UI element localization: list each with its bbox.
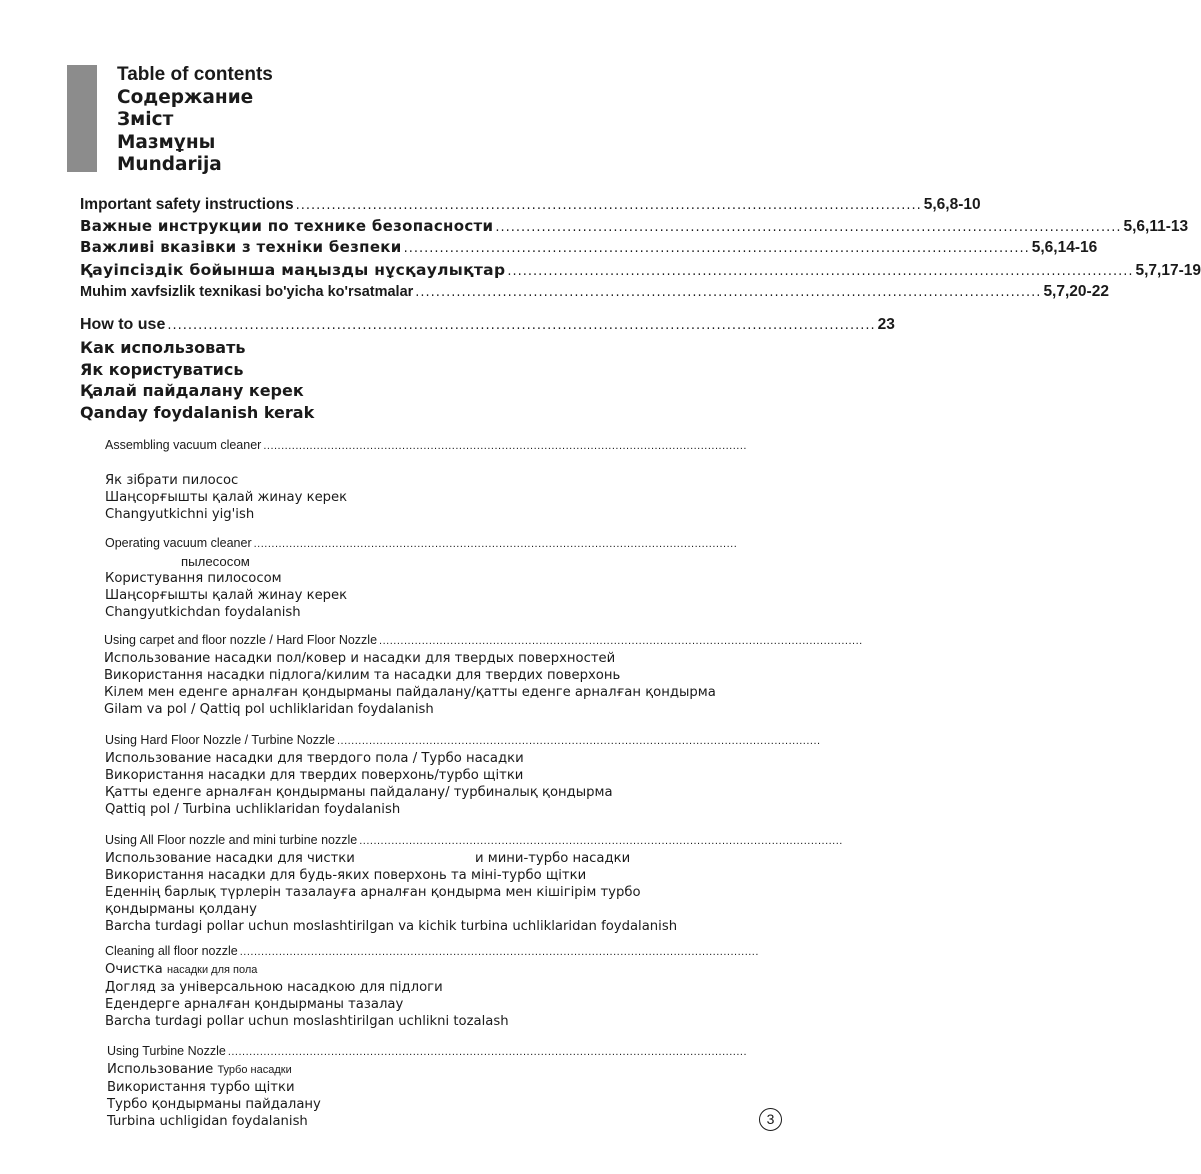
toc-entry-pages: 5,6,11-13 (1123, 218, 1189, 235)
toc-entry-label: Важливі вказівки з техніки безпеки (80, 238, 402, 256)
how-to-use-uk: Як користуватись (80, 359, 244, 379)
toc-entry-safety-en[interactable] (80, 196, 981, 214)
toc-entry-safety-uk[interactable] (80, 238, 1098, 257)
subentry-line: Використання турбо щітки (107, 1080, 295, 1095)
subentry-line: Использование насадки для твердого пола / Турбо насадки (105, 751, 524, 766)
subentry-line-part: Использование насадки для чистки (105, 851, 355, 866)
subentry-line-part: Использование (107, 1062, 214, 1077)
subentry-label: Using Turbine Nozzle (107, 1044, 226, 1058)
subentry-line-part: и мини-турбо насадки (475, 851, 631, 866)
subentry-label: Assembling vacuum cleaner (105, 438, 262, 452)
subentry-line-part: насадки для пола (166, 964, 258, 976)
subentry-line: қондырманы қолдану (105, 902, 257, 917)
dot-leader: .......................................................................................................................... (415, 285, 1042, 300)
toc-section-all-floor (105, 832, 843, 935)
dot-leader: .......................................................................................................................... (403, 241, 1030, 256)
subentry-line: Turbina uchligidan foydalanish (107, 1114, 308, 1129)
subentry-line: Barcha turdagi pollar uchun moslashtirilgan va kichik turbina uchliklaridan foydalanish (105, 919, 678, 934)
subentry-line: Barcha turdagi pollar uchun moslashtirilgan uchlikni tozalash (105, 1014, 509, 1029)
subentry-line: Шаңсорғышты қалай жинау керек (105, 588, 348, 603)
subentry-label: Cleaning all floor nozzle (105, 944, 238, 958)
toc-title-kk: Мазмұны (117, 131, 216, 153)
subentry-line: Gilam va pol / Qattiq pol uchliklaridan foydalanish (104, 702, 434, 717)
toc-subentry[interactable] (105, 437, 747, 455)
subentry-line: Використання насадки для будь-яких поверхонь та міні-турбо щітки (105, 868, 587, 883)
dot-leader: ........................................................................................................................................ (263, 440, 747, 452)
subentry-line: Турбо қондырманы пайдалану (107, 1097, 321, 1112)
toc-entry-label: Қауіпсіздік бойынша маңызды нұсқаулықтар (80, 261, 506, 279)
toc-entry-pages: 5,7,17-19 (1135, 262, 1201, 279)
subentry-line: Користування пилососом (105, 571, 282, 586)
subentry-line (105, 961, 690, 979)
page-number: 3 (759, 1108, 782, 1131)
toc-section-assembling (105, 437, 747, 523)
subentry-line: Qattiq pol / Turbina uchliklaridan foydalanish (105, 802, 401, 817)
subentry-line: пылесосом (181, 554, 250, 569)
subentry-line: Як зібрати пилосос (105, 473, 239, 488)
toc-subentry[interactable] (105, 732, 821, 750)
toc-entry-pages: 23 (877, 316, 895, 333)
toc-entry-how-to-use[interactable] (80, 316, 895, 334)
subentry-line: Догляд за універсальною насадкою для підлоги (105, 980, 443, 995)
subentry-line-part: Очистка (105, 962, 163, 977)
dot-leader: .................................................................................................................................................. (239, 946, 759, 958)
toc-entry-label: Важные инструкции по технике безопасности (80, 217, 494, 235)
toc-section-carpet-floor (104, 632, 863, 718)
toc-subentry[interactable] (105, 535, 738, 553)
toc-title-uz: Mundarija (117, 154, 222, 175)
toc-entry-safety-ru[interactable] (80, 217, 1189, 236)
subentry-line-part: Турбо насадки (217, 1064, 292, 1076)
subentry-label: Using All Floor nozzle and mini turbine nozzle (105, 833, 358, 847)
dot-leader: ........................................................................................................................................ (379, 635, 863, 647)
toc-entry-safety-uz[interactable] (80, 283, 1109, 301)
toc-subentry[interactable] (105, 832, 843, 850)
dot-leader: .......................................................................................................................................... (167, 318, 876, 333)
subentry-line: Шаңсорғышты қалай жинау керек (105, 490, 348, 505)
dot-leader: .......................................................................................................................... (295, 198, 922, 213)
toc-title-en: Table of contents (117, 64, 273, 85)
subentry-line (105, 455, 667, 472)
toc-title-block (117, 64, 273, 177)
subentry-line: Едендерге арналған қондырманы тазалау (105, 997, 404, 1012)
how-to-use-ru: Как использовать (80, 338, 246, 357)
dot-leader: ........................................................................................................................................ (336, 735, 821, 747)
dot-leader: .................................................................................................................................................. (227, 1046, 748, 1058)
subentry-line: Еденнің барлық түрлерін тазалауға арналған қондырма мен кішігірім турбо (105, 885, 641, 900)
toc-title-uk: Зміст (117, 109, 174, 130)
subentry-line: Використання насадки підлога/килим та насадки для твердих поверхонь (104, 668, 621, 683)
toc-section-turbine (107, 1043, 748, 1130)
subentry-label: Operating vacuum cleaner (105, 536, 252, 550)
toc-subentry[interactable] (107, 1043, 748, 1061)
toc-section-hard-turbine (105, 732, 821, 818)
toc-entry-pages: 5,6,14-16 (1031, 239, 1098, 256)
toc-title-ru: Содержание (117, 86, 254, 108)
toc-entry-pages: 5,6,8-10 (923, 196, 981, 213)
toc-entry-pages: 5,7,20-22 (1043, 283, 1109, 300)
how-to-use-kk: Қалай пайдалану керек (80, 381, 304, 400)
dot-leader: .......................................................................................................................... (507, 264, 1134, 279)
subentry-line: Changyutkichdan foydalanish (105, 605, 301, 620)
subentry-line (105, 850, 677, 867)
dot-leader: .......................................................................................................................... (495, 220, 1122, 235)
subentry-label: Using Hard Floor Nozzle / Turbine Nozzle (105, 733, 335, 747)
dot-leader: ........................................................................................................................................ (359, 835, 843, 847)
dot-leader: ........................................................................................................................................ (253, 538, 738, 550)
toc-subentry[interactable] (105, 943, 759, 961)
subentry-line: Використання насадки для твердих поверхонь/турбо щітки (105, 768, 524, 783)
toc-section-operating (105, 535, 738, 621)
toc-entry-label: Muhim xavfsizlik texnikasi bo'yicha ko'rsatmalar (80, 284, 414, 300)
subentry-line: Changyutkichni yig'ish (105, 507, 255, 522)
subentry-line: Использование насадки пол/ковер и насадки для твердых поверхностей (104, 651, 616, 666)
subentry-line (107, 1061, 687, 1079)
toc-section-cleaning (105, 943, 759, 1030)
subentry-line: Кілем мен еденге арналған қондырманы пайдалану/қатты еденге арналған қондырма (104, 685, 716, 700)
toc-subentry[interactable] (104, 632, 863, 650)
section-marker-bar (67, 65, 97, 172)
how-to-use-uz: Qanday foydalanish kerak (80, 402, 315, 422)
toc-entry-safety-kk[interactable] (80, 261, 1201, 280)
subentry-line: Қатты еденге арналған қондырманы пайдалану/ турбиналық қондырма (105, 785, 613, 800)
subentry-label: Using carpet and floor nozzle / Hard Floor Nozzle (104, 633, 378, 647)
toc-entry-label: Important safety instructions (80, 196, 294, 213)
toc-entry-label: How to use (80, 316, 166, 333)
how-to-use-translations (80, 337, 314, 423)
